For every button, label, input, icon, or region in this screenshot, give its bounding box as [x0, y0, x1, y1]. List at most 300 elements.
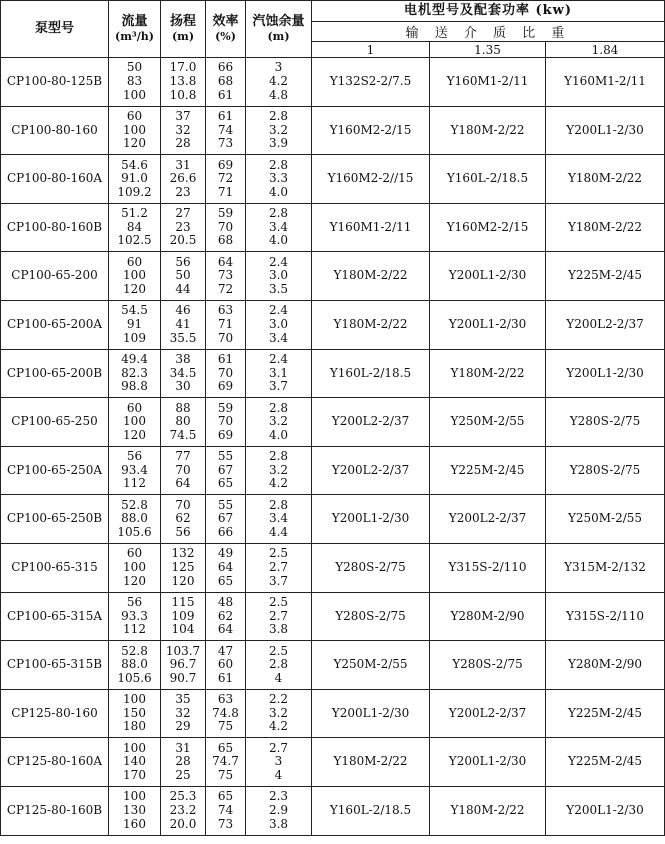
head-value: 41 — [175, 316, 191, 331]
flow-value: 82.3 — [121, 365, 148, 380]
head-value: 70 — [175, 497, 191, 512]
head-value: 90.7 — [169, 670, 197, 685]
npsh-cell — [246, 543, 312, 592]
head-cell — [161, 495, 206, 544]
eff-value: 67 — [217, 511, 234, 526]
motor-cell-ratio-1: Y200L2-2/37 — [312, 398, 430, 447]
eff-value: 68 — [217, 74, 234, 88]
head-cell — [161, 543, 206, 592]
flow-value: 88.0 — [121, 657, 148, 672]
npsh-value: 2.7 — [268, 740, 289, 755]
flow-cell — [109, 155, 161, 204]
table-header — [1, 1, 665, 58]
motor-cell-ratio-3: Y200L1-2/30 — [546, 106, 665, 155]
npsh-value: 4.2 — [268, 476, 289, 491]
motor-cell-ratio-1: Y250M-2/55 — [312, 641, 430, 690]
flow-value: 100 — [123, 414, 146, 429]
flow-cell — [109, 592, 161, 641]
eff-cell — [206, 495, 246, 544]
npsh-value: 4 — [274, 670, 283, 685]
head-value: 70 — [175, 462, 191, 477]
table-row — [1, 641, 665, 690]
npsh-value: 2.8 — [268, 109, 289, 123]
table-row — [1, 155, 665, 204]
npsh-cell — [246, 738, 312, 787]
npsh-value: 2.2 — [268, 692, 289, 707]
header-head — [161, 1, 206, 58]
table-row — [1, 398, 665, 447]
pump-model-cell: CP100-65-250 — [1, 398, 109, 447]
flow-cell — [109, 738, 161, 787]
head-cell — [161, 58, 206, 107]
eff-value: 70 — [217, 219, 234, 234]
npsh-cell — [246, 155, 312, 204]
table-row — [1, 446, 665, 495]
head-value: 50 — [175, 268, 191, 283]
flow-value: 54.6 — [121, 157, 148, 172]
head-value: 132 — [171, 546, 195, 561]
flow-value: 112 — [123, 476, 146, 491]
motor-cell-ratio-3: Y225M-2/45 — [546, 738, 665, 787]
flow-value: 54.5 — [121, 303, 148, 318]
header-npsh-label: 汽蚀余量 — [252, 14, 305, 29]
npsh-value: 3 — [274, 60, 283, 75]
header-efficiency — [206, 1, 246, 58]
motor-cell-ratio-2: Y280M-2/90 — [430, 592, 546, 641]
head-value: 20.0 — [169, 816, 197, 831]
header-head-unit: (m) — [171, 30, 195, 43]
eff-value: 68 — [217, 233, 234, 248]
table-body — [1, 58, 665, 836]
flow-value: 112 — [123, 622, 146, 637]
header-model — [1, 1, 109, 58]
eff-value: 65 — [217, 573, 234, 588]
eff-cell — [206, 446, 246, 495]
eff-value: 59 — [217, 400, 234, 415]
eff-value: 70 — [217, 414, 234, 429]
eff-value: 74 — [217, 802, 234, 817]
npsh-value: 2.3 — [268, 789, 289, 804]
eff-value: 63 — [217, 303, 234, 318]
eff-value: 73 — [217, 268, 234, 283]
npsh-value: 3.0 — [268, 316, 289, 331]
eff-value: 65 — [217, 789, 234, 804]
flow-cell — [109, 398, 161, 447]
eff-value: 73 — [217, 816, 234, 831]
head-value: 80 — [175, 414, 191, 429]
npsh-value: 3.8 — [268, 816, 289, 831]
head-cell — [161, 349, 206, 398]
head-value: 104 — [171, 622, 195, 637]
motor-cell-ratio-1: Y280S-2/75 — [312, 543, 430, 592]
eff-value: 61 — [217, 109, 234, 123]
header-flow-label: 流量 — [121, 14, 148, 29]
motor-cell-ratio-2: Y225M-2/45 — [430, 446, 546, 495]
head-cell — [161, 155, 206, 204]
eff-value: 61 — [217, 87, 234, 102]
head-value: 32 — [175, 122, 191, 137]
head-value: 31 — [175, 157, 191, 172]
eff-value: 72 — [217, 171, 234, 186]
flow-cell — [109, 252, 161, 301]
head-cell — [161, 786, 206, 835]
motor-cell-ratio-1: Y180M-2/22 — [312, 738, 430, 787]
table-row — [1, 495, 665, 544]
eff-value: 59 — [217, 206, 234, 221]
eff-value: 49 — [217, 546, 234, 561]
head-value: 23 — [175, 219, 191, 234]
eff-value: 61 — [217, 670, 234, 685]
head-value: 77 — [175, 449, 191, 464]
flow-value: 83 — [126, 74, 143, 88]
flow-value: 120 — [123, 281, 146, 296]
flow-value: 52.8 — [121, 643, 148, 658]
eff-value: 66 — [217, 524, 234, 539]
motor-cell-ratio-3: Y225M-2/45 — [546, 252, 665, 301]
head-value: 88 — [175, 400, 191, 415]
npsh-value: 4.0 — [268, 184, 289, 199]
table-row — [1, 252, 665, 301]
eff-value: 62 — [217, 608, 234, 623]
npsh-value: 2.8 — [268, 449, 289, 464]
head-value: 31 — [175, 740, 191, 755]
eff-value: 65 — [217, 476, 234, 491]
head-value: 35 — [175, 692, 191, 707]
motor-cell-ratio-3: Y280S-2/75 — [546, 398, 665, 447]
head-value: 62 — [175, 511, 191, 526]
flow-value: 98.8 — [121, 379, 148, 394]
head-value: 109 — [171, 608, 195, 623]
npsh-value: 3.4 — [268, 330, 289, 345]
table-row — [1, 689, 665, 738]
npsh-value: 2.4 — [268, 254, 289, 269]
npsh-value: 2.5 — [268, 546, 289, 561]
eff-value: 73 — [217, 136, 234, 151]
npsh-value: 3.4 — [268, 219, 289, 234]
eff-cell — [206, 252, 246, 301]
npsh-value: 4.8 — [268, 87, 289, 102]
motor-cell-ratio-3: Y315S-2/110 — [546, 592, 665, 641]
motor-cell-ratio-2: Y200L2-2/37 — [430, 495, 546, 544]
npsh-cell — [246, 786, 312, 835]
head-value: 10.8 — [169, 87, 197, 102]
npsh-cell — [246, 398, 312, 447]
pump-model-cell: CP100-65-250B — [1, 495, 109, 544]
eff-cell — [206, 592, 246, 641]
flow-cell — [109, 689, 161, 738]
head-value: 56 — [175, 254, 191, 269]
head-value: 30 — [175, 379, 191, 394]
head-value: 28 — [175, 754, 191, 769]
npsh-value: 3.3 — [268, 171, 289, 186]
head-value: 125 — [171, 559, 195, 574]
eff-value: 55 — [217, 497, 234, 512]
table-row — [1, 106, 665, 155]
eff-value: 64 — [217, 622, 234, 637]
table-row — [1, 58, 665, 107]
motor-cell-ratio-2: Y200L2-2/37 — [430, 689, 546, 738]
head-value: 44 — [175, 281, 191, 296]
flow-value: 100 — [123, 268, 146, 283]
npsh-value: 3 — [274, 754, 283, 769]
eff-value: 55 — [217, 449, 234, 464]
table-row — [1, 349, 665, 398]
eff-value: 69 — [217, 157, 234, 172]
head-value: 35.5 — [169, 330, 197, 345]
npsh-value: 3.5 — [268, 281, 289, 296]
pump-model-cell: CP100-65-200A — [1, 300, 109, 349]
eff-cell — [206, 106, 246, 155]
eff-value: 67 — [217, 462, 234, 477]
pump-model-cell: CP100-80-160A — [1, 155, 109, 204]
flow-value: 88.0 — [121, 511, 148, 526]
header-flow — [109, 1, 161, 58]
motor-cell-ratio-3: Y180M-2/22 — [546, 203, 665, 252]
eff-value: 48 — [217, 594, 234, 609]
head-value: 29 — [175, 719, 191, 734]
pump-model-cell: CP100-80-160 — [1, 106, 109, 155]
npsh-value: 3.7 — [268, 379, 289, 394]
head-value: 120 — [171, 573, 195, 588]
motor-cell-ratio-3: Y250M-2/55 — [546, 495, 665, 544]
flow-value: 84 — [126, 219, 143, 234]
eff-value: 75 — [217, 767, 234, 782]
npsh-value: 4.0 — [268, 233, 289, 248]
head-cell — [161, 252, 206, 301]
motor-cell-ratio-2: Y250M-2/55 — [430, 398, 546, 447]
head-value: 103.7 — [165, 643, 201, 658]
motor-cell-ratio-1: Y160L-2/18.5 — [312, 786, 430, 835]
flow-cell — [109, 203, 161, 252]
npsh-cell — [246, 203, 312, 252]
head-value: 46 — [175, 303, 191, 318]
head-value: 17.0 — [169, 60, 197, 75]
head-value: 13.8 — [169, 74, 197, 88]
flow-value: 91 — [126, 316, 143, 331]
npsh-cell — [246, 592, 312, 641]
eff-value: 74.7 — [212, 754, 239, 769]
head-cell — [161, 398, 206, 447]
motor-cell-ratio-2: Y180M-2/22 — [430, 786, 546, 835]
flow-value: 120 — [123, 427, 146, 442]
npsh-value: 2.4 — [268, 303, 289, 318]
npsh-cell — [246, 252, 312, 301]
npsh-value: 4.2 — [268, 74, 289, 88]
motor-cell-ratio-2: Y315S-2/110 — [430, 543, 546, 592]
head-value: 25.3 — [169, 789, 197, 804]
eff-value: 70 — [217, 330, 234, 345]
npsh-value: 2.8 — [268, 157, 289, 172]
head-value: 74.5 — [169, 427, 197, 442]
flow-value: 150 — [123, 705, 146, 720]
eff-value: 61 — [217, 351, 234, 366]
motor-cell-ratio-3: Y180M-2/22 — [546, 155, 665, 204]
head-value: 26.6 — [169, 171, 197, 186]
flow-cell — [109, 58, 161, 107]
flow-value: 120 — [123, 573, 146, 588]
motor-cell-ratio-2: Y160M2-2/15 — [430, 203, 546, 252]
motor-cell-ratio-2: Y200L1-2/30 — [430, 300, 546, 349]
flow-cell — [109, 349, 161, 398]
eff-value: 69 — [217, 379, 234, 394]
head-cell — [161, 641, 206, 690]
flow-value: 160 — [123, 816, 146, 831]
npsh-value: 4 — [274, 767, 283, 782]
npsh-value: 3.2 — [268, 414, 289, 429]
header-ratio-3: 1.84 — [546, 42, 665, 58]
motor-cell-ratio-3: Y280M-2/90 — [546, 641, 665, 690]
header-ratio-2: 1.35 — [430, 42, 546, 58]
motor-cell-ratio-3: Y280S-2/75 — [546, 446, 665, 495]
flow-cell — [109, 106, 161, 155]
npsh-value: 3.0 — [268, 268, 289, 283]
pump-model-cell: CP100-65-250A — [1, 446, 109, 495]
head-value: 28 — [175, 136, 191, 151]
npsh-cell — [246, 689, 312, 738]
npsh-value: 3.8 — [268, 622, 289, 637]
npsh-value: 3.1 — [268, 365, 289, 380]
flow-value: 102.5 — [117, 233, 152, 248]
eff-cell — [206, 786, 246, 835]
motor-cell-ratio-1: Y180M-2/22 — [312, 300, 430, 349]
flow-value: 105.6 — [117, 524, 152, 539]
motor-cell-ratio-2: Y180M-2/22 — [430, 106, 546, 155]
npsh-value: 2.7 — [268, 559, 289, 574]
motor-cell-ratio-3: Y200L1-2/30 — [546, 349, 665, 398]
table-row — [1, 300, 665, 349]
header-eff-label: 效率 — [212, 14, 239, 29]
head-value: 20.5 — [169, 233, 197, 248]
npsh-value: 3.7 — [268, 573, 289, 588]
flow-value: 130 — [123, 802, 146, 817]
flow-value: 91.0 — [121, 171, 148, 186]
head-value: 38 — [175, 351, 191, 366]
eff-cell — [206, 738, 246, 787]
flow-cell — [109, 446, 161, 495]
head-value: 25 — [175, 767, 191, 782]
head-value: 34.5 — [169, 365, 197, 380]
npsh-value: 4.4 — [268, 524, 289, 539]
head-value: 23.2 — [169, 802, 197, 817]
header-motor-title: 电机型号及配套功率 (kw) — [312, 1, 665, 22]
eff-value: 74 — [217, 122, 234, 137]
pump-model-cell: CP100-65-315 — [1, 543, 109, 592]
eff-value: 75 — [217, 719, 234, 734]
head-value: 56 — [175, 524, 191, 539]
flow-value: 100 — [123, 789, 146, 804]
npsh-value: 4.2 — [268, 719, 289, 734]
table-row — [1, 738, 665, 787]
motor-cell-ratio-3: Y200L2-2/37 — [546, 300, 665, 349]
motor-cell-ratio-1: Y160L-2/18.5 — [312, 349, 430, 398]
npsh-value: 4.0 — [268, 427, 289, 442]
flow-value: 56 — [126, 594, 143, 609]
header-flow-unit: (m³/h) — [115, 30, 154, 43]
pump-model-cell: CP125-80-160B — [1, 786, 109, 835]
flow-value: 100 — [123, 740, 146, 755]
npsh-cell — [246, 495, 312, 544]
eff-value: 69 — [217, 427, 234, 442]
head-cell — [161, 106, 206, 155]
head-cell — [161, 300, 206, 349]
flow-value: 100 — [123, 559, 146, 574]
head-cell — [161, 446, 206, 495]
flow-value: 109 — [123, 330, 146, 345]
header-medium-title: 输 送 介 质 比 重 — [312, 22, 665, 42]
eff-cell — [206, 398, 246, 447]
npsh-value: 3.2 — [268, 705, 289, 720]
pump-model-cell: CP100-65-200B — [1, 349, 109, 398]
header-npsh-unit: (m) — [267, 30, 290, 43]
eff-value: 65 — [217, 740, 234, 755]
eff-cell — [206, 543, 246, 592]
npsh-value: 3.9 — [268, 136, 289, 151]
header-head-label: 扬程 — [169, 14, 196, 29]
flow-value: 49.4 — [121, 351, 148, 366]
head-value: 96.7 — [169, 657, 197, 672]
table-row — [1, 786, 665, 835]
header-eff-unit: (%) — [215, 30, 236, 43]
eff-cell — [206, 641, 246, 690]
header-model-label: 泵型号 — [34, 21, 74, 36]
motor-cell-ratio-2: Y180M-2/22 — [430, 349, 546, 398]
npsh-value: 2.5 — [268, 643, 289, 658]
motor-cell-ratio-3: Y160M1-2/11 — [546, 58, 665, 107]
motor-cell-ratio-1: Y280S-2/75 — [312, 592, 430, 641]
head-value: 37 — [175, 109, 191, 123]
npsh-cell — [246, 300, 312, 349]
eff-value: 70 — [217, 365, 234, 380]
flow-value: 51.2 — [121, 206, 148, 221]
eff-value: 47 — [217, 643, 234, 658]
eff-value: 64 — [217, 254, 234, 269]
flow-cell — [109, 786, 161, 835]
flow-cell — [109, 300, 161, 349]
eff-value: 64 — [217, 559, 234, 574]
motor-cell-ratio-1: Y200L1-2/30 — [312, 689, 430, 738]
eff-value: 72 — [217, 281, 234, 296]
npsh-value: 2.5 — [268, 594, 289, 609]
motor-cell-ratio-1: Y160M2-2//15 — [312, 155, 430, 204]
pump-model-cell: CP125-80-160 — [1, 689, 109, 738]
flow-value: 180 — [123, 719, 146, 734]
motor-cell-ratio-2: Y160L-2/18.5 — [430, 155, 546, 204]
pump-model-cell: CP100-65-200 — [1, 252, 109, 301]
npsh-value: 2.9 — [268, 802, 289, 817]
eff-value: 71 — [217, 316, 234, 331]
table-row — [1, 203, 665, 252]
eff-cell — [206, 300, 246, 349]
motor-cell-ratio-1: Y180M-2/22 — [312, 252, 430, 301]
flow-value: 60 — [126, 254, 143, 269]
npsh-value: 2.8 — [268, 206, 289, 221]
pump-model-cell: CP100-65-315A — [1, 592, 109, 641]
npsh-value: 2.8 — [268, 400, 289, 415]
flow-value: 105.6 — [117, 670, 152, 685]
motor-cell-ratio-1: Y200L1-2/30 — [312, 495, 430, 544]
head-value: 64 — [175, 476, 191, 491]
flow-value: 100 — [123, 87, 146, 102]
flow-cell — [109, 641, 161, 690]
eff-value: 66 — [217, 60, 234, 75]
header-ratio-1: 1 — [312, 42, 430, 58]
table-row — [1, 543, 665, 592]
npsh-cell — [246, 58, 312, 107]
eff-cell — [206, 203, 246, 252]
motor-cell-ratio-3: Y225M-2/45 — [546, 689, 665, 738]
motor-cell-ratio-1: Y160M2-2/15 — [312, 106, 430, 155]
flow-value: 140 — [123, 754, 146, 769]
